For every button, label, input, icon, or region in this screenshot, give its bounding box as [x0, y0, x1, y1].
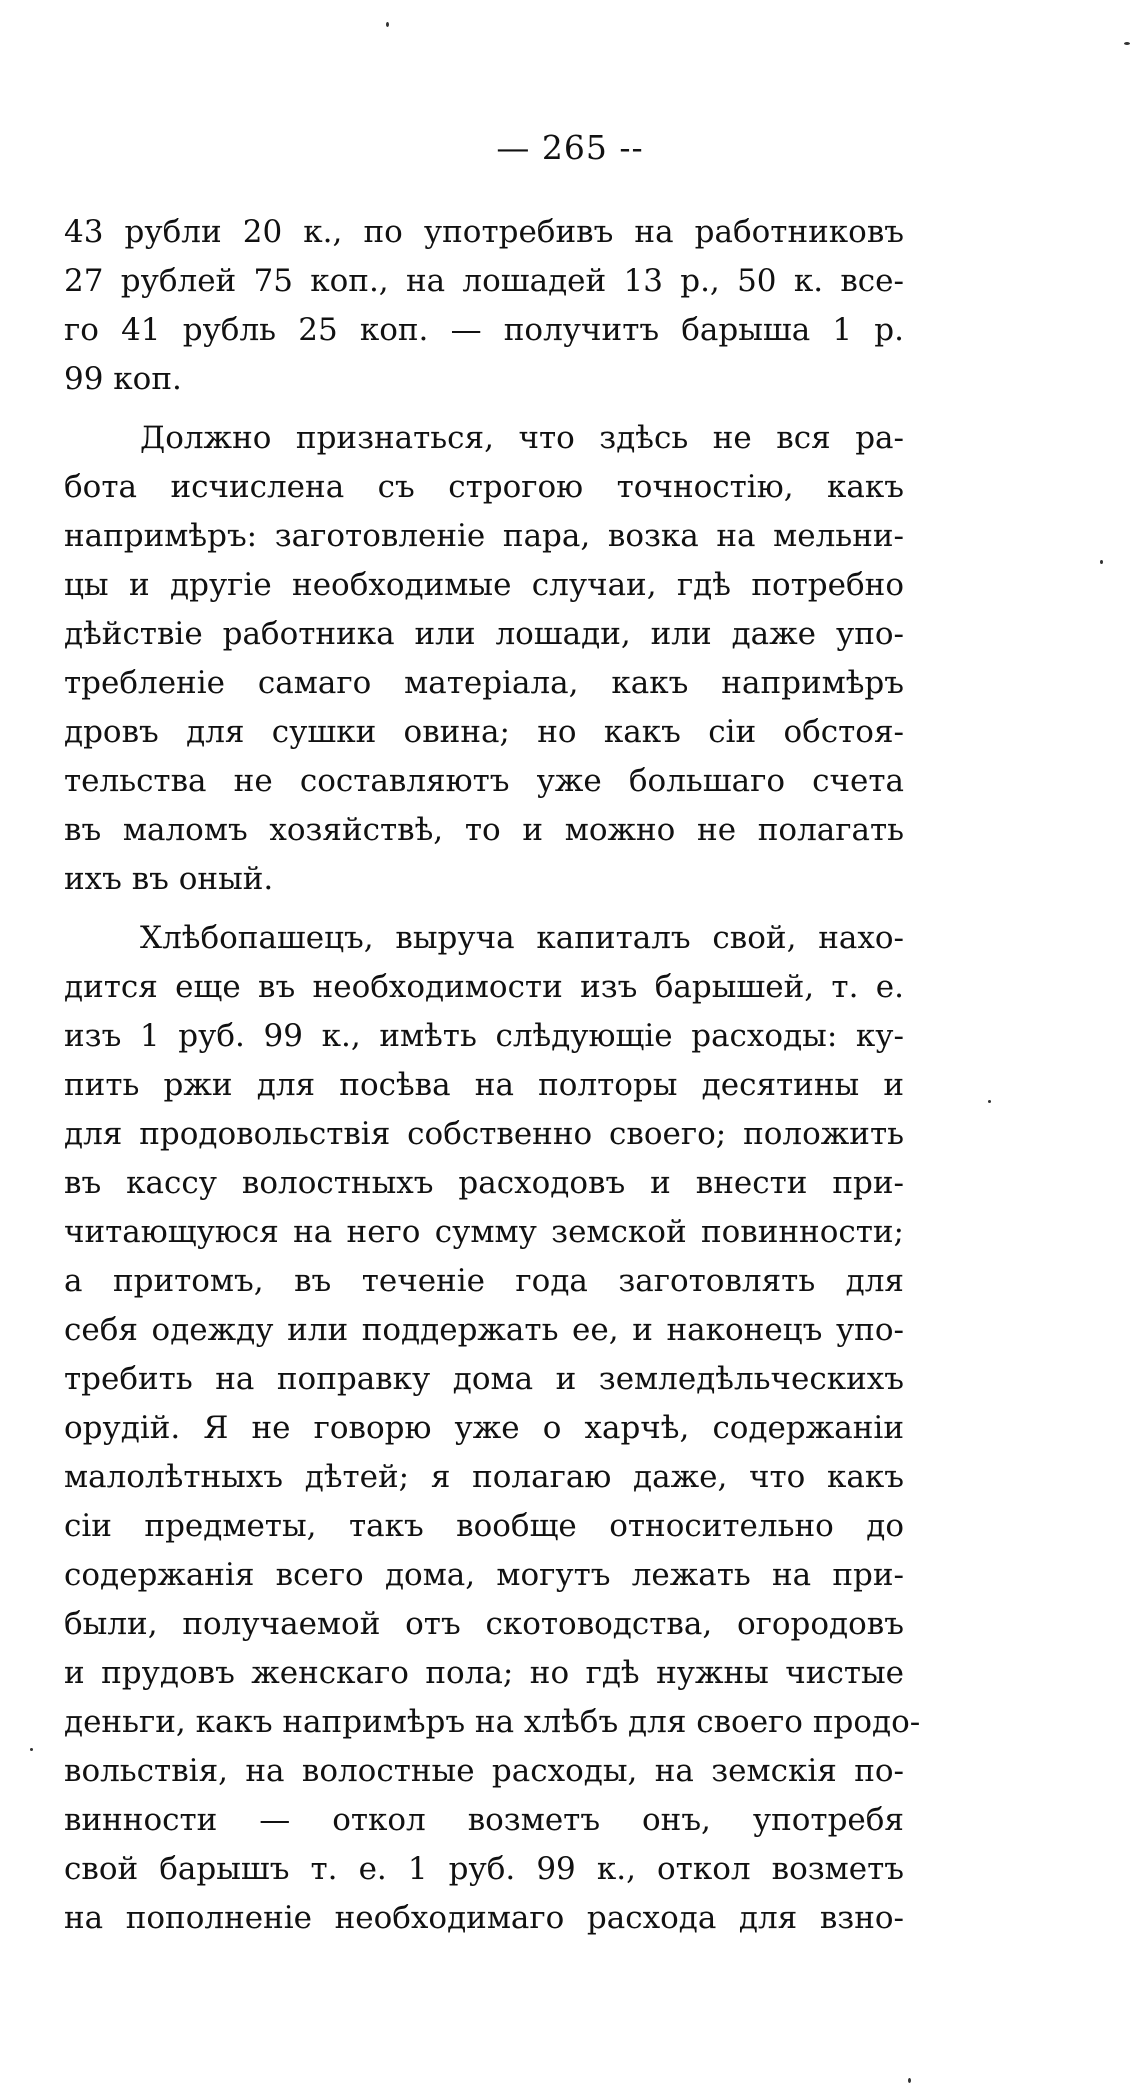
text-line: цы и другіе необходимые случаи, гдѣ потребно	[64, 567, 904, 603]
text-line: а притомъ, въ теченіе года заготовлять для	[64, 1263, 904, 1299]
text-line: 43 рубли 20 к., по употребивъ на работниковъ	[64, 214, 904, 250]
text-line: напримѣръ: заготовленіе пара, возка на мельни-	[64, 518, 904, 554]
scan-speck	[1100, 560, 1103, 564]
text-line: 99 коп.	[64, 361, 182, 397]
text-line: деньги, какъ напримѣръ на хлѣбъ для своего продо-	[64, 1704, 921, 1740]
text-line: изъ 1 руб. 99 к., имѣть слѣдующіе расходы: ку-	[64, 1018, 904, 1054]
scan-speck	[1124, 42, 1130, 45]
text-line: орудій. Я не говорю уже о харчѣ, содержаніи	[64, 1410, 904, 1446]
text-line: дѣйствіе работника или лошади, или даже упо-	[64, 616, 904, 652]
scan-speck	[386, 22, 389, 27]
text-line: пить ржи для посѣва на полторы десятины и	[64, 1067, 904, 1103]
text-line: себя одежду или поддержать ее, и наконецъ упо-	[64, 1312, 904, 1348]
text-line: на пополненіе необходимаго расхода для взно-	[64, 1900, 904, 1936]
text-line: содержанія всего дома, могутъ лежать на при-	[64, 1557, 904, 1593]
text-line: го 41 рубль 25 коп. — получитъ барыша 1 р.	[64, 312, 904, 348]
text-line: дровъ для сушки овина; но какъ сіи обстоя-	[64, 714, 904, 750]
text-line: бота исчислена съ строгою точностію, какъ	[64, 469, 904, 505]
scan-speck	[30, 1748, 33, 1751]
text-line: въ маломъ хозяйствѣ, то и можно не полагать	[64, 812, 904, 848]
text-line: тельства не составляютъ уже большаго счета	[64, 763, 904, 799]
text-line: дится еще въ необходимости изъ барышей, т. е.	[64, 969, 904, 1005]
text-line: Должно признаться, что здѣсь не вся ра-	[140, 420, 904, 456]
scan-speck	[988, 1100, 991, 1103]
text-line: требить на поправку дома и земледѣльческихъ	[64, 1361, 904, 1397]
text-line: малолѣтныхъ дѣтей; я полагаю даже, что какъ	[64, 1459, 904, 1495]
text-line: Хлѣбопашецъ, выруча капиталъ свой, нахо-	[140, 920, 904, 956]
text-line: ихъ въ оный.	[64, 861, 274, 897]
scan-speck	[908, 2078, 911, 2083]
text-line: для продовольствія собственно своего; положить	[64, 1116, 904, 1152]
text-line: требленіе самаго матеріала, какъ напримѣръ	[64, 665, 904, 701]
text-line: свой барышъ т. е. 1 руб. 99 к., откол возметъ	[64, 1851, 904, 1887]
text-line: читающуюся на него сумму земской повинности;	[64, 1214, 904, 1250]
page-number: — 265 --	[496, 128, 644, 167]
text-line: въ кассу волостныхъ расходовъ и внести при-	[64, 1165, 904, 1201]
text-line: 27 рублей 75 коп., на лошадей 13 р., 50 к. все-	[64, 263, 904, 299]
text-line: были, получаемой отъ скотоводства, огородовъ	[64, 1606, 904, 1642]
text-line: вольствія, на волостные расходы, на земскія по-	[64, 1753, 904, 1789]
text-line: винности — откол возметъ онъ, употребя	[64, 1802, 904, 1838]
text-line: сіи предметы, такъ вообще относительно до	[64, 1508, 904, 1544]
text-line: и прудовъ женскаго пола; но гдѣ нужны чистые	[64, 1655, 904, 1691]
